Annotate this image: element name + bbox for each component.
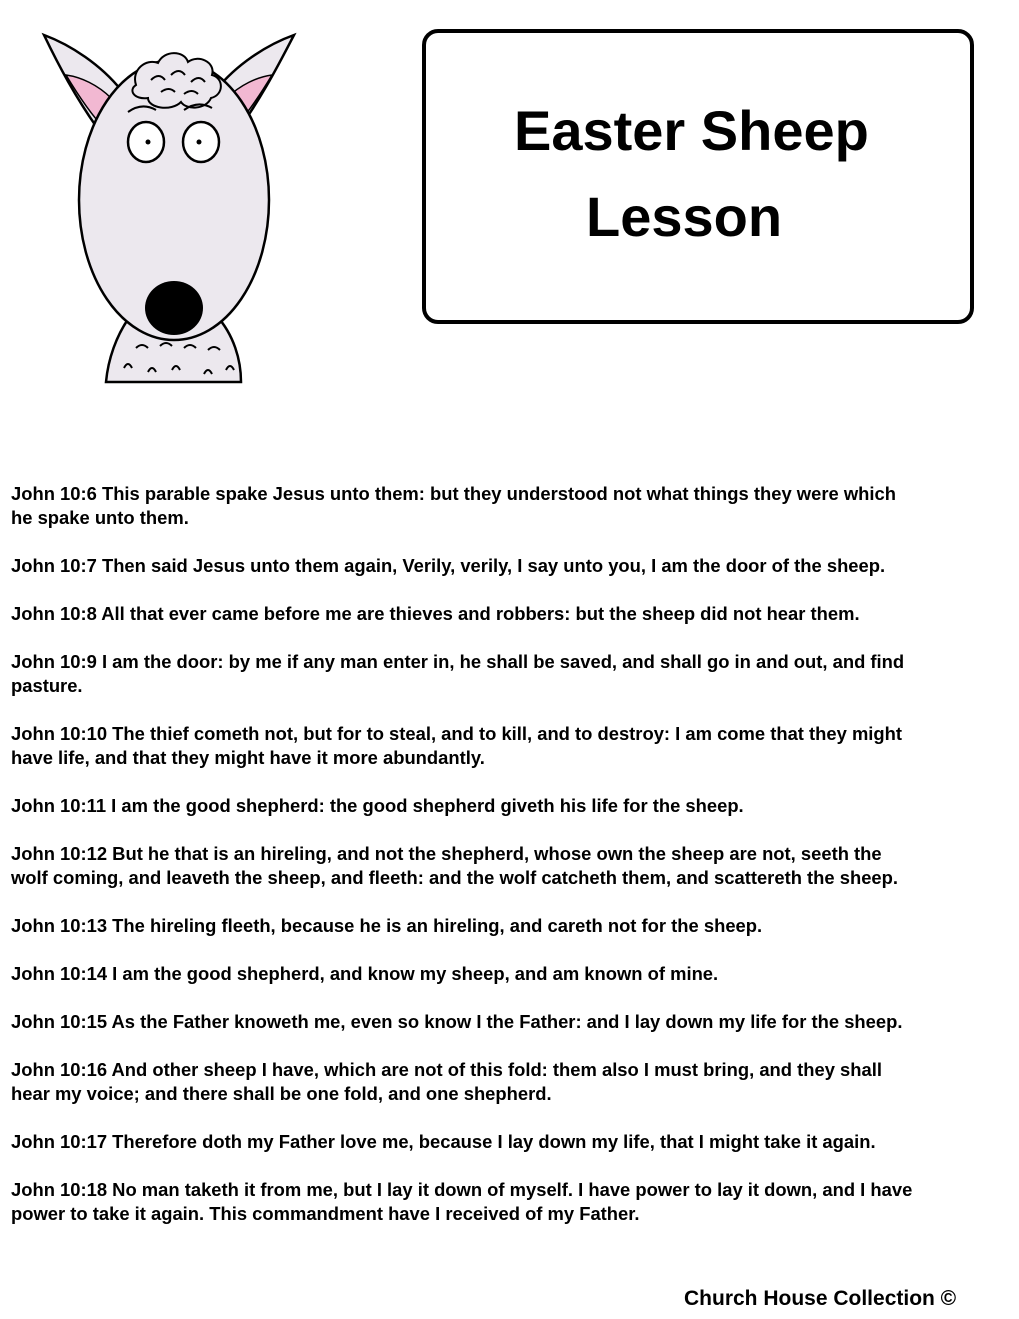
verse-john-10-11 [11, 794, 1001, 818]
verse-line: he spake unto them. [11, 507, 189, 528]
verse-john-10-17 [11, 1130, 1001, 1154]
verse-john-10-7 [11, 554, 1001, 578]
footer-credit: Church House Collection © [684, 1287, 957, 1310]
verse-john-10-18 [11, 1178, 1001, 1226]
verse-john-10-16 [11, 1058, 1001, 1106]
verse-john-10-13 [11, 914, 1001, 938]
right-eye [183, 122, 219, 162]
verse-john-10-14 [11, 962, 1001, 986]
sheep-icon [36, 30, 301, 385]
verse-line: John 10:10 The thief cometh not, but for to steal, and to kill, and to destroy: I am come that they might [11, 723, 903, 744]
verse-line: hear my voice; and there shall be one fold, and one shepherd. [11, 1083, 552, 1104]
verse-line: John 10:6 This parable spake Jesus unto them: but they understood not what things they were which [11, 483, 896, 504]
verse-line: John 10:16 And other sheep I have, which are not of this fold: them also I must bring, and they shall [11, 1059, 882, 1080]
verse-line: John 10:18 No man taketh it from me, but I lay it down of myself. I have power to lay it down, and I have [11, 1179, 913, 1200]
page-title-line-2: Lesson [586, 185, 783, 248]
verse-line: John 10:9 I am the door: by me if any man enter in, he shall be saved, and shall go in and out, and find [11, 651, 905, 672]
verse-line: John 10:13 The hireling fleeth, because he is an hireling, and careth not for the sheep. [11, 915, 763, 936]
title-box [422, 29, 974, 324]
verse-line: John 10:8 All that ever came before me are thieves and robbers: but the sheep did not hear them. [11, 603, 860, 624]
verse-list [11, 482, 1001, 1226]
verse-john-10-15 [11, 1010, 1001, 1034]
verse-john-10-8 [11, 602, 1001, 626]
page-title-line-1: Easter Sheep [514, 99, 869, 162]
sheep-nose [145, 281, 203, 335]
verse-line: power to take it again. This commandment have I received of my Father. [11, 1203, 640, 1224]
verse-line: John 10:12 But he that is an hireling, and not the shepherd, whose own the sheep are not, seeth the [11, 843, 882, 864]
verse-line: John 10:14 I am the good shepherd, and know my sheep, and am known of mine. [11, 963, 719, 984]
verse-line: John 10:11 I am the good shepherd: the good shepherd giveth his life for the sheep. [11, 795, 744, 816]
verse-line: have life, and that they might have it more abundantly. [11, 747, 485, 768]
verse-john-10-6 [11, 482, 1001, 530]
verse-john-10-9 [11, 650, 1001, 698]
verse-line: John 10:17 Therefore doth my Father love me, because I lay down my life, that I might take it again. [11, 1131, 876, 1152]
verse-john-10-10 [11, 722, 1001, 770]
verse-john-10-12 [11, 842, 1001, 890]
left-eye [128, 122, 164, 162]
verse-line: pasture. [11, 675, 83, 696]
verse-line: John 10:15 As the Father knoweth me, even so know I the Father: and I lay down my life for the sheep. [11, 1011, 903, 1032]
verse-line: wolf coming, and leaveth the sheep, and fleeth: and the wolf catcheth them, and scattereth the sheep. [11, 867, 898, 888]
verse-line: John 10:7 Then said Jesus unto them again, Verily, verily, I say unto you, I am the door of the sheep. [11, 555, 886, 576]
